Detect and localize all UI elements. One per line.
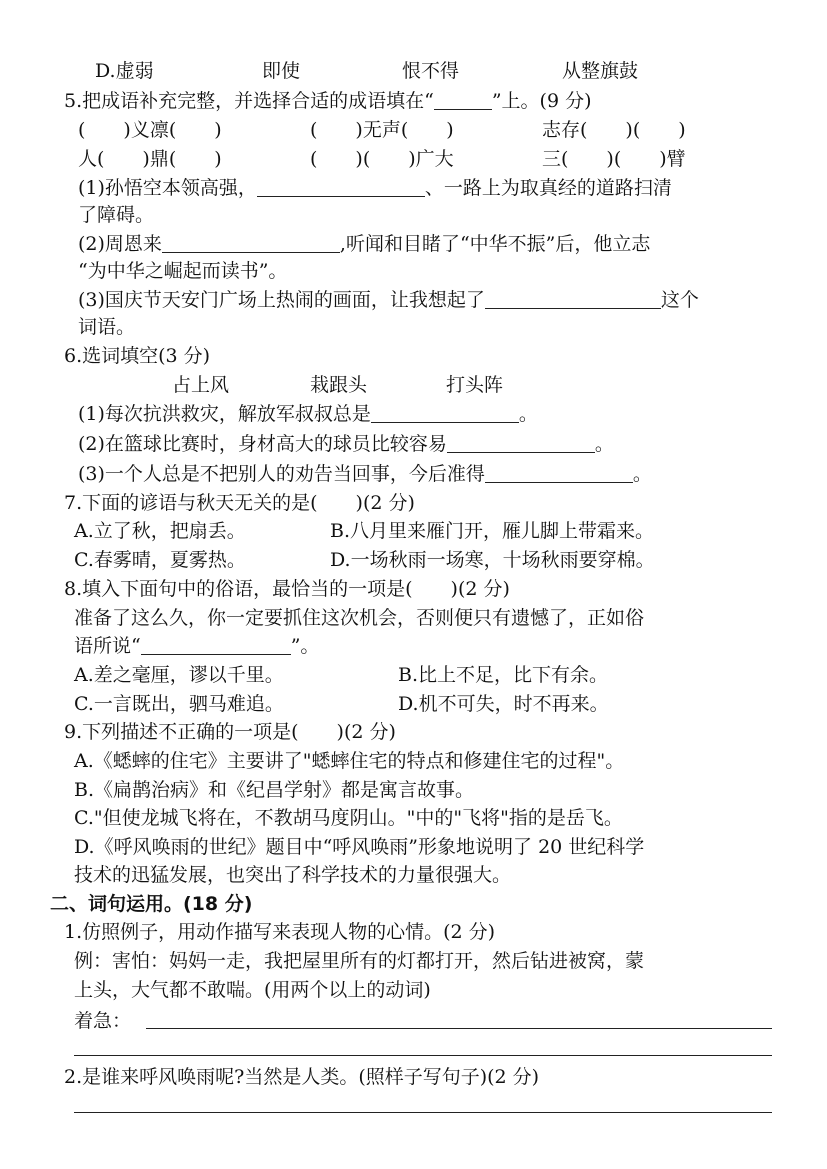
q5-s1-blank[interactable] (257, 176, 425, 197)
q9-title: 9.下列描述不正确的一项是( )(2 分) (64, 721, 396, 743)
q5-s3-cont: 词语。 (78, 316, 136, 338)
q7-option-b[interactable]: B.八月里来雁门开，雁儿脚上带霜来。 (330, 520, 655, 542)
q5-s2-cont: “为中华之崛起而读书”。 (78, 260, 288, 282)
q9-option-a[interactable]: A.《蟋蟀的住宅》主要讲了"蟋蟀住宅的特点和修建住宅的过程"。 (74, 750, 625, 772)
s2-q1-answer-line-2[interactable] (74, 1055, 772, 1056)
q6-s3-end: 。 (632, 463, 652, 485)
q6-s2-blank[interactable] (447, 432, 595, 453)
q6-s1-text: (1)每次抗洪救灾，解放军叔叔总是 (78, 403, 371, 425)
s2-q1-answer-line-1[interactable] (146, 1028, 772, 1029)
q9-option-d[interactable]: D.《呼风唤雨的世纪》题目中“呼风唤雨”形象地说明了 20 世纪科学 (74, 836, 645, 858)
q5-idiom-5: ( )( )广大 (310, 148, 454, 170)
s2-q2-title: 2.是谁来呼风唤雨呢?当然是人类。(照样子写句子)(2 分) (64, 1066, 540, 1088)
s2-q1-title: 1.仿照例子，用动作描写来表现人物的心情。(2 分) (64, 921, 496, 943)
q9-option-c[interactable]: C."但使龙城飞将在，不教胡马度阴山。"中的"飞将"指的是岳飞。 (74, 807, 623, 829)
q6-s1-end: 。 (518, 403, 538, 425)
q5-s3-text-2: 这个 (660, 289, 699, 311)
q5-sentence-2 (78, 231, 650, 257)
q8-option-c[interactable]: C.一言既出，驷马难追。 (74, 693, 284, 715)
q8-option-a[interactable]: A.差之毫厘，谬以千里。 (74, 664, 284, 686)
q5-title-prefix: 5.把成语补充完整，并选择合适的成语填在“ (64, 90, 434, 112)
q9-option-b[interactable]: B.《扁鹊治病》和《纪昌学射》都是寓言故事。 (74, 779, 475, 801)
q8-option-b[interactable]: B.比上不足，比下有余。 (398, 664, 609, 686)
q5-s3-blank[interactable] (485, 288, 661, 309)
q8-option-d[interactable]: D.机不可失，时不再来。 (398, 693, 609, 715)
q6-s2-end: 。 (594, 433, 614, 455)
q8-stem-1: 准备了这么久，你一定要抓住这次机会，否则便只有遗憾了，正如俗 (74, 607, 645, 629)
s2-q1-label: 着急： (74, 1010, 132, 1032)
option-d-word-3: 从整旗鼓 (562, 60, 639, 82)
q5-idiom-1: ( )义凛( ) (78, 119, 222, 141)
q5-idiom-6: 三( )( )臂 (542, 148, 686, 170)
option-d-word-2: 恨不得 (402, 60, 460, 82)
q7-title: 7.下面的谚语与秋天无关的是( )(2 分) (64, 492, 415, 514)
q8-title: 8.填入下面句中的俗语，最恰当的一项是( )(2 分) (64, 578, 510, 600)
q6-sentence-2 (78, 431, 614, 457)
section-2-heading: 二、词句运用。(18 分) (50, 893, 253, 915)
q5-sentence-1 (78, 175, 672, 201)
q6-s2-text: (2)在篮球比赛时，身材高大的球员比较容易 (78, 433, 447, 455)
s2-q1-example-1: 例：害怕：妈妈一走，我把屋里所有的灯都打开，然后钻进被窝，蒙 (74, 950, 645, 972)
s2-q2-answer-line[interactable] (74, 1112, 772, 1113)
option-d-word-1: 即使 (262, 60, 301, 82)
q5-s2-text: (2)周恩来 (78, 233, 162, 255)
q6-word-2: 栽跟头 (310, 374, 368, 396)
q5-s1-text: (1)孙悟空本领高强， (78, 177, 257, 199)
q8-blank[interactable] (141, 634, 291, 655)
q5-s2-text-2: ,听闻和目睹了“中华不振”后，他立志 (339, 233, 651, 255)
q5-idiom-4: 人( )鼎( ) (78, 148, 222, 170)
q5-s1-text-2: 、一路上为取真经的道路扫清 (424, 177, 672, 199)
q5-s1-cont: 了障碍。 (78, 204, 155, 226)
q6-s3-blank[interactable] (485, 462, 633, 483)
q8-stem-2-end: ”。 (290, 635, 320, 657)
q5-s3-text: (3)国庆节天安门广场上热闹的画面，让我想起了 (78, 289, 485, 311)
q6-s1-blank[interactable] (371, 402, 519, 423)
q5-title (64, 88, 592, 114)
q6-title: 6.选词填空(3 分) (64, 345, 211, 367)
q7-option-a[interactable]: A.立了秋，把扇丢。 (74, 520, 246, 542)
q7-option-d[interactable]: D.一场秋雨一场寒，十场秋雨要穿棉。 (330, 549, 655, 571)
q6-sentence-1 (78, 401, 538, 427)
q6-s3-text: (3)一个人总是不把别人的劝告当回事，今后准得 (78, 463, 485, 485)
q5-idiom-3: 志存( )( ) (542, 119, 686, 141)
q6-word-3: 打头阵 (446, 374, 504, 396)
q5-title-blank[interactable] (434, 89, 492, 110)
q7-option-c[interactable]: C.春雾晴，夏雾热。 (74, 549, 246, 571)
q9-option-d-cont: 技术的迅猛发展，也突出了科学技术的力量很强大。 (74, 864, 512, 886)
q6-word-1: 占上风 (172, 374, 230, 396)
q8-stem-2-text: 语所说“ (74, 635, 141, 657)
q8-stem-2 (74, 633, 319, 659)
q5-sentence-3 (78, 287, 699, 313)
s2-q1-example-2: 上头，大气都不敢喘。(用两个以上的动词) (74, 979, 431, 1001)
q5-idiom-2: ( )无声( ) (310, 119, 454, 141)
q5-s2-blank[interactable] (162, 232, 340, 253)
q6-sentence-3 (78, 461, 652, 487)
option-d-label: D.虚弱 (95, 60, 154, 82)
q5-title-suffix: ”上。(9 分) (491, 90, 592, 112)
